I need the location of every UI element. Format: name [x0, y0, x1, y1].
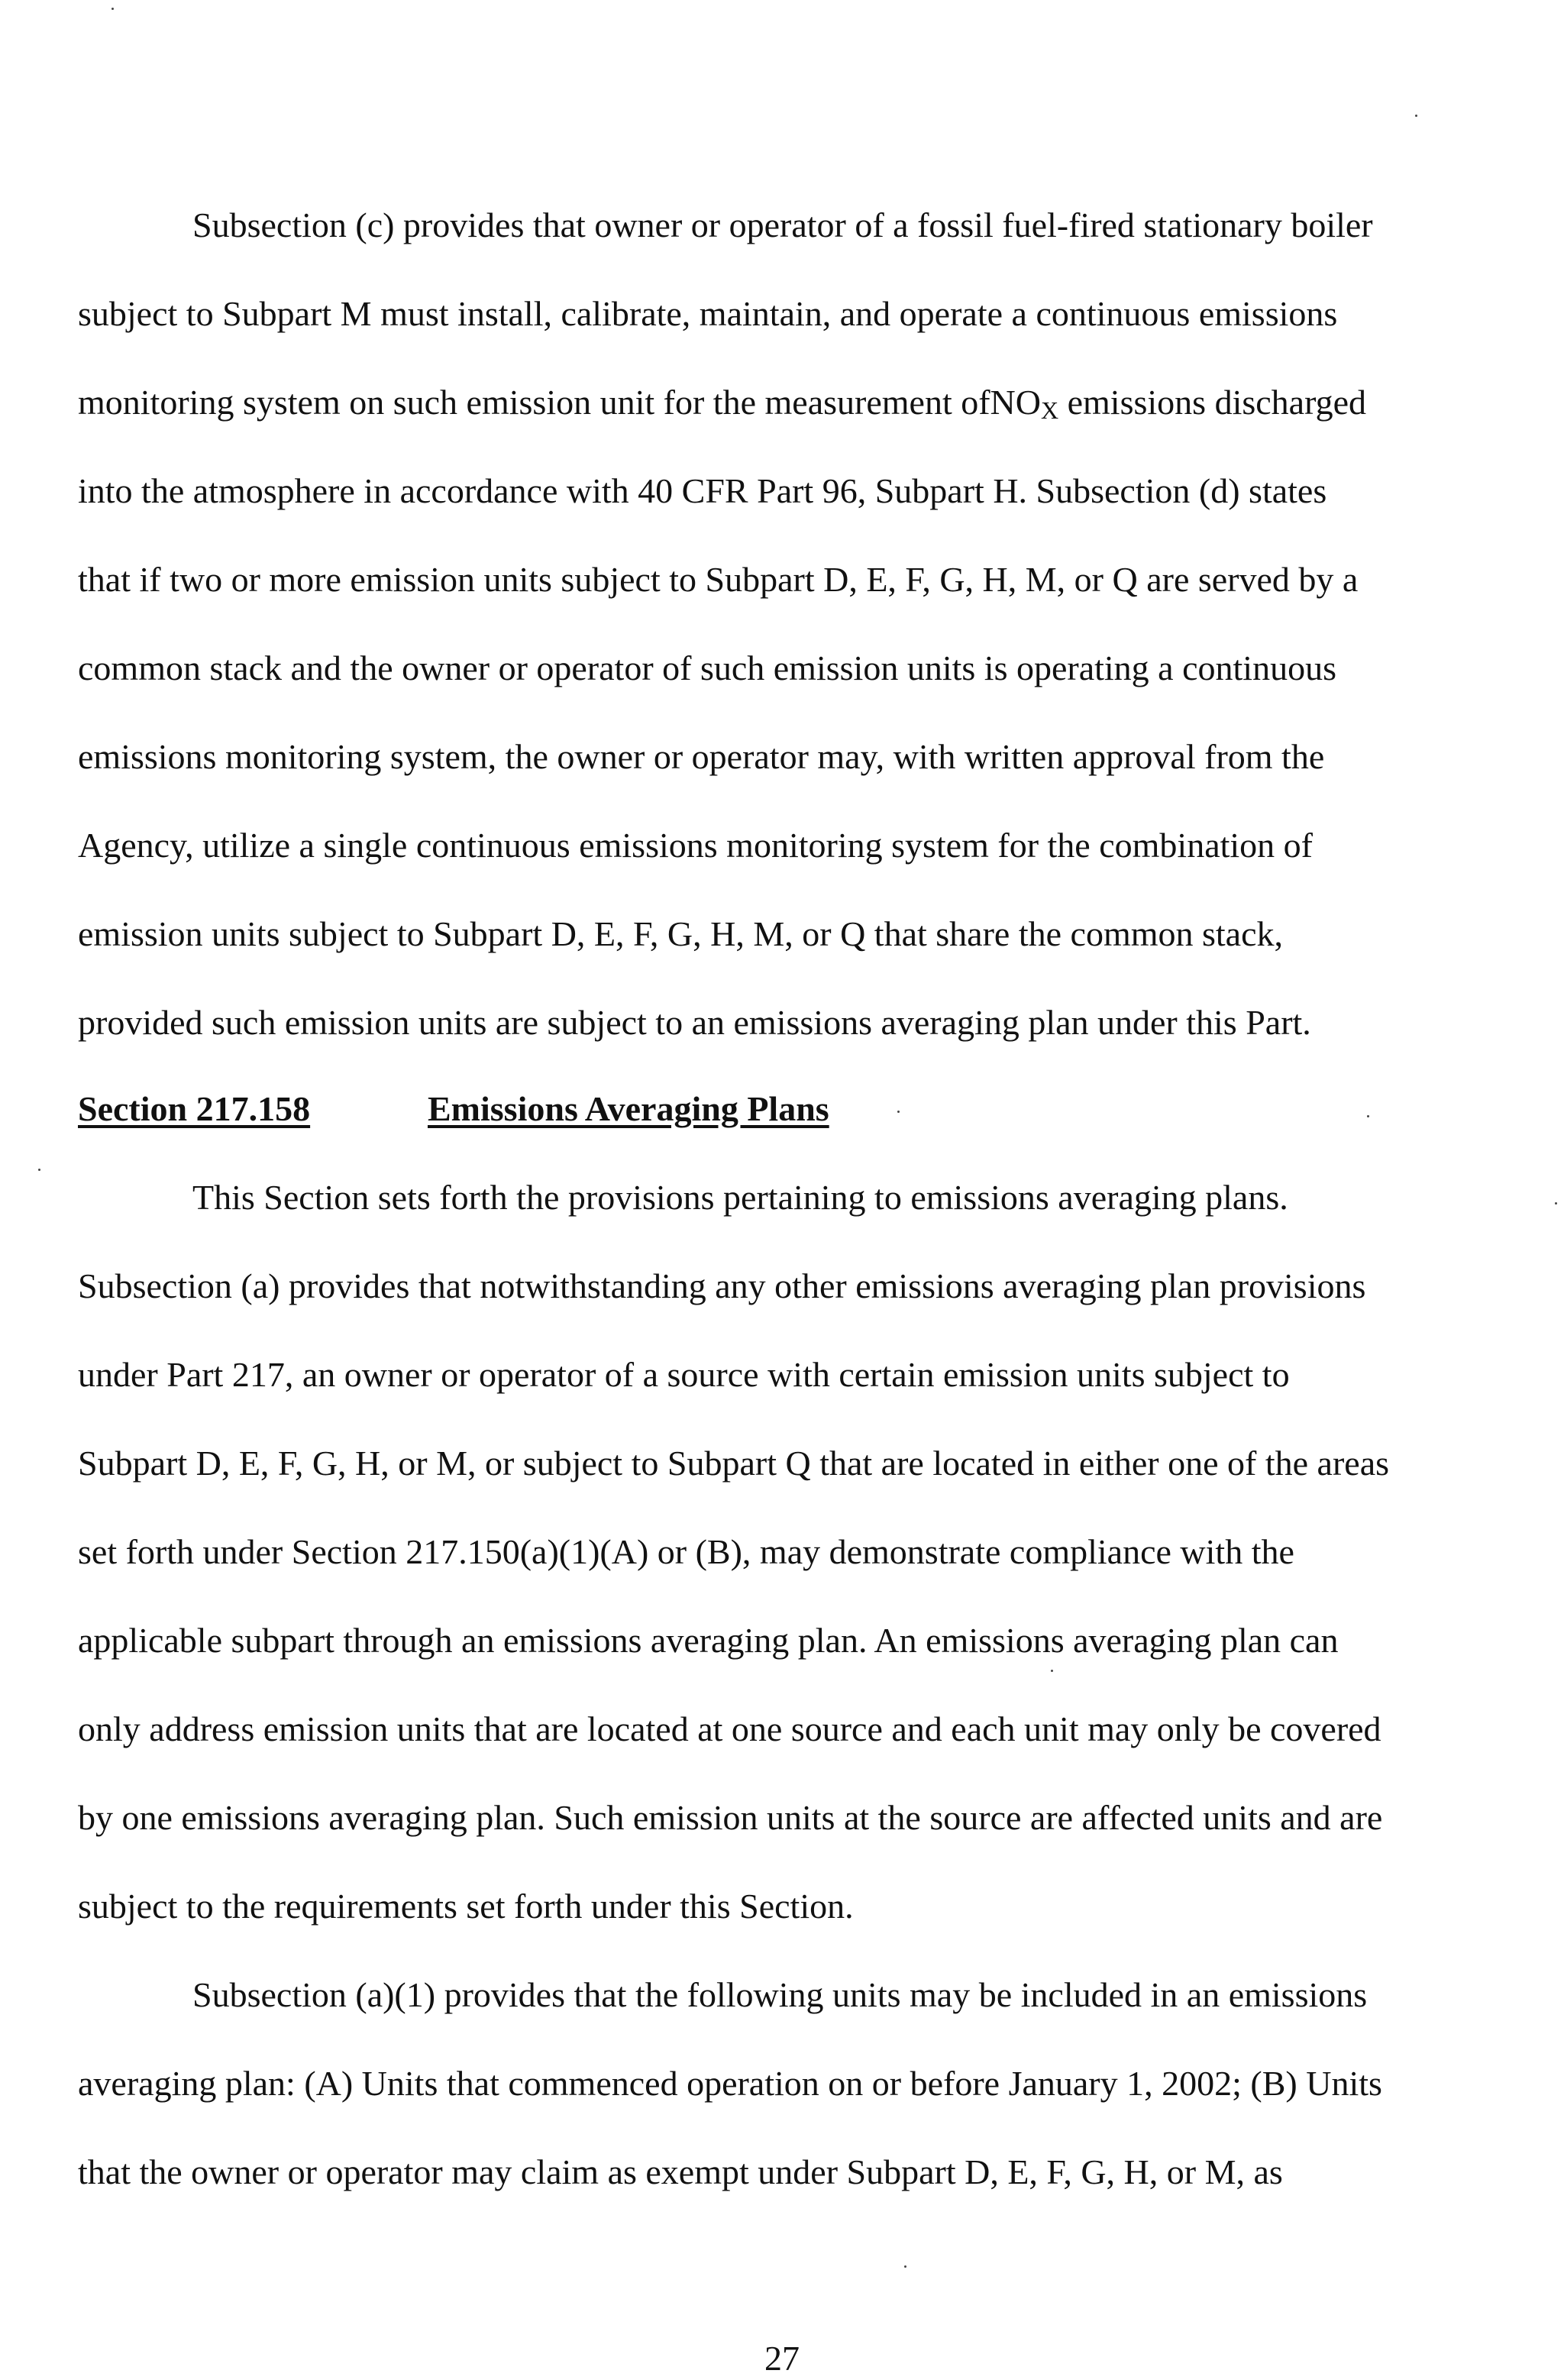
paragraph-1-line-4: into the atmosphere in accordance with 40 CFR Part 96, Subpart H. Subsection (d) states — [78, 471, 1327, 510]
paragraph-1-line-3: monitoring system on such emission unit for the measurement ofNOX emissions discharged — [78, 383, 1366, 424]
paragraph-2-line-6: applicable subpart through an emissions averaging plan. An emissions averaging plan can — [78, 1621, 1339, 1660]
paragraph-2-line-3: under Part 217, an owner or operator of a source with certain emission units subject to — [78, 1355, 1290, 1394]
paragraph-3-line-1: Subsection (a)(1) provides that the following units may be included in an emissions — [192, 1975, 1368, 2014]
paragraph-1-line-6: common stack and the owner or operator of such emission units is operating a continuous — [78, 648, 1336, 687]
section-title: Emissions Averaging Plans — [428, 1089, 829, 1128]
scan-speck — [1415, 115, 1417, 117]
paragraph-3-line-2: averaging plan: (A) Units that commenced operation on or before January 1, 2002; (B) Units — [78, 2064, 1382, 2103]
paragraph-2-line-1: This Section sets forth the provisions pertaining to emissions averaging plans. — [192, 1178, 1288, 1217]
paragraph-1-line-8: Agency, utilize a single continuous emissions monitoring system for the combination of — [78, 826, 1313, 865]
scan-speck — [1555, 1202, 1557, 1205]
paragraph-3-line-3: that the owner or operator may claim as exempt under Subpart D, E, F, G, H, or M, as — [78, 2152, 1283, 2191]
paragraph-2-line-7: only address emission units that are located at one source and each unit may only be covered — [78, 1709, 1381, 1748]
paragraph-2-line-8: by one emissions averaging plan. Such emission units at the source are affected units and are — [78, 1798, 1383, 1837]
paragraph-1-line-5: that if two or more emission units subject to Subpart D, E, F, G, H, M, or Q are served by a — [78, 560, 1359, 599]
scan-speck — [1051, 1670, 1053, 1672]
paragraph-2-line-2: Subsection (a) provides that notwithstanding any other emissions averaging plan provisions — [78, 1266, 1366, 1305]
paragraph-2-line-9: subject to the requirements set forth under this Section. — [78, 1887, 854, 1926]
scan-speck — [38, 1169, 40, 1171]
paragraph-2-line-4: Subpart D, E, F, G, H, or M, or subject to Subpart Q that are located in either one of the areas — [78, 1444, 1390, 1483]
paragraph-1-line-1: Subsection (c) provides that owner or operator of a fossil fuel-fired stationary boiler — [192, 205, 1373, 244]
paragraph-1-line-9: emission units subject to Subpart D, E, F, G, H, M, or Q that share the common stack, — [78, 914, 1284, 953]
paragraph-1-line-7: emissions monitoring system, the owner or operator may, with written approval from the — [78, 737, 1325, 776]
paragraph-1-line-2: subject to Subpart M must install, calibrate, maintain, and operate a continuous emissions — [78, 294, 1338, 333]
scan-speck — [904, 2265, 906, 2268]
paragraph-1-line-10: provided such emission units are subject to an emissions averaging plan under this Part. — [78, 1003, 1311, 1042]
scan-speck — [111, 8, 114, 10]
scan-speck — [1367, 1115, 1369, 1117]
nox-formula: NOX — [990, 383, 1059, 424]
page-number: 27 — [764, 2339, 800, 2378]
scan-speck — [897, 1111, 900, 1113]
paragraph-2-line-5: set forth under Section 217.150(a)(1)(A) or (B), may demonstrate compliance with the — [78, 1532, 1294, 1571]
section-number: Section 217.158 — [78, 1089, 311, 1128]
paragraph-1-line-3-text: monitoring system on such emission unit for the measurement of — [78, 383, 990, 422]
